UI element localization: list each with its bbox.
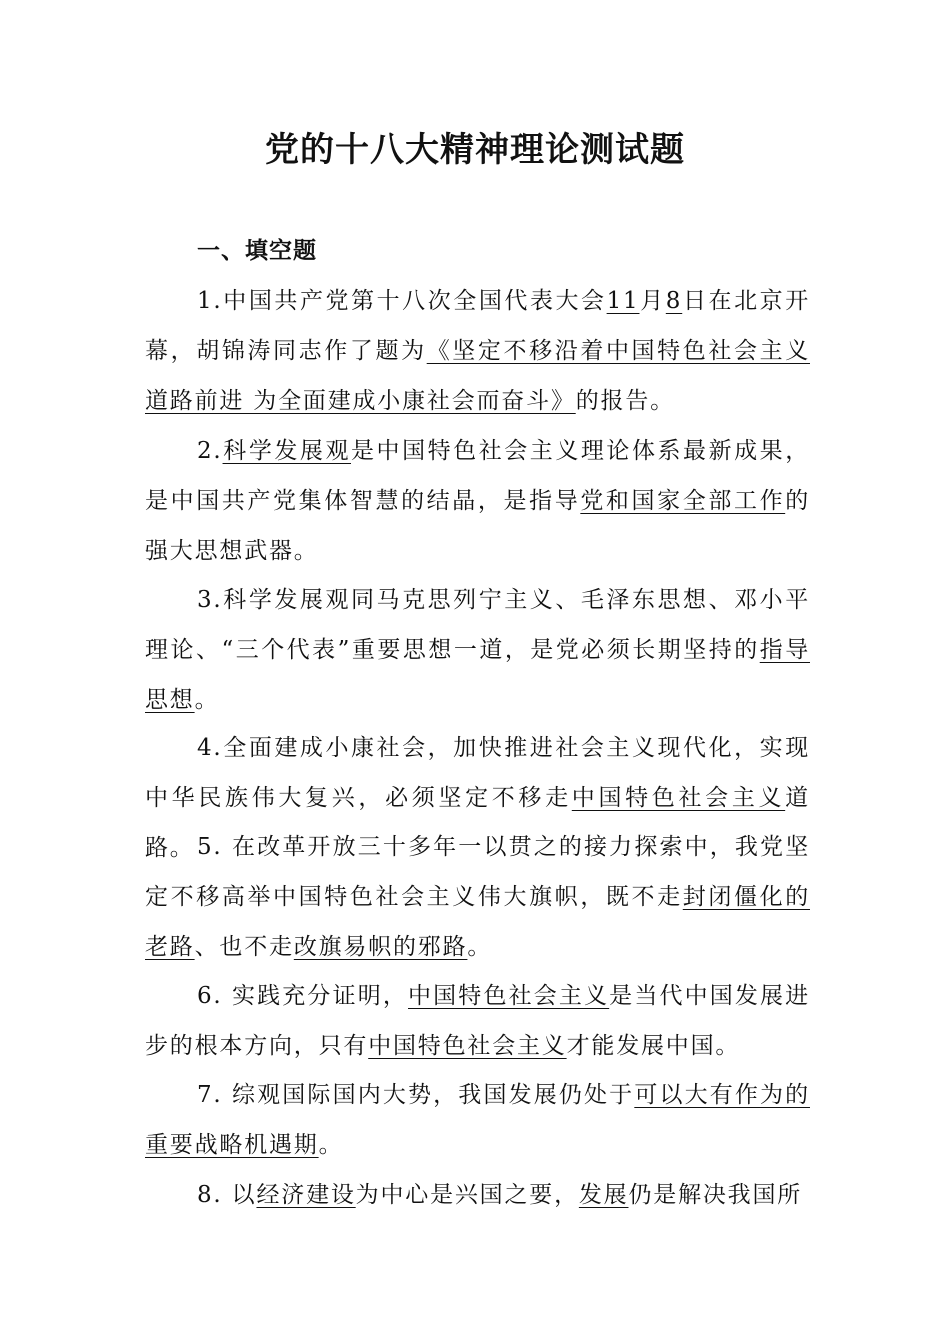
question-text: 的报告。 (575, 388, 675, 414)
question-text: 7. 综观国际国内大势，我国发展仍处于 (197, 1082, 635, 1108)
question-text: 2. (197, 438, 223, 464)
answer-blank: 中国特色社会主义 (368, 1033, 567, 1059)
answer-blank: 中国特色社会主义 (408, 983, 610, 1009)
answer-blank: 可以大有作为的重要战略机遇期 (145, 1082, 810, 1158)
question-text: 1.中国共产党第十八次全国代表大会 (197, 288, 607, 314)
answer-blank: 中国特色社会主义 (571, 785, 786, 811)
question-text: 月 (639, 288, 666, 314)
question-1 (145, 276, 810, 426)
question-2 (145, 426, 810, 576)
question-text: 是当代中国发展进步的根本方向，只有 (145, 983, 810, 1059)
question-text: 为中心是兴国之要， (355, 1182, 579, 1208)
answer-blank: 经济建设 (256, 1182, 356, 1208)
question-text: 的强大思想武器。 (145, 488, 810, 564)
question-text: 、也不走 (194, 934, 294, 960)
answer-blank: 党和国家全部工作 (580, 488, 786, 514)
section-heading: 一、填空题 (197, 238, 317, 264)
question-text: 道路。 (145, 785, 810, 861)
answer-blank: 改旗易帜的邪路 (293, 934, 468, 960)
question-3 (145, 575, 810, 725)
question-text: 是中国特色社会主义理论体系最新成果，是中国共产党集体智慧的结晶，是指导 (145, 438, 810, 514)
answer-blank: 发展 (578, 1182, 629, 1208)
question-text: 才能发展中国。 (566, 1033, 741, 1059)
question-text: 日在北京开幕，胡锦涛同志作了题为 (145, 288, 811, 364)
question-text: 8. 以 (197, 1182, 257, 1208)
question-5 (145, 822, 810, 972)
answer-blank: 封闭僵化的老路 (145, 884, 810, 960)
question-text: 。 (467, 934, 493, 960)
question-text: 3.科学发展观同马克思列宁主义、毛泽东思想、邓小平理论、“三个代表”重要思想一道，是党必须长期坚持的 (145, 587, 810, 663)
question-text: 。 (194, 687, 220, 713)
answer-blank: 8 (665, 288, 683, 314)
question-8 (145, 1170, 810, 1220)
answer-blank: 指导思想 (145, 637, 810, 713)
question-7 (145, 1070, 810, 1170)
question-text: 6. 实践充分证明， (197, 983, 409, 1009)
answer-blank: 《坚定不移沿着中国特色社会主义道路前进 为全面建成小康社会而奋斗》 (145, 338, 810, 414)
answer-blank: 11 (606, 288, 640, 314)
answer-blank: 科学发展观 (222, 438, 351, 464)
question-text: 4.全面建成小康社会，加快推进社会主义现代化，实现中华民族伟大复兴，必须坚定不移走 (145, 735, 810, 811)
question-text: 。 (318, 1132, 344, 1158)
document-title: 党的十八大精神理论测试题 (265, 130, 685, 170)
question-text: 5. 在改革开放三十多年一以贯之的接力探索中，我党坚定不移高举中国特色社会主义伟大旗帜，既不走 (145, 834, 810, 910)
question-6 (145, 971, 810, 1071)
question-text: 仍是解决我国所 (628, 1182, 803, 1208)
